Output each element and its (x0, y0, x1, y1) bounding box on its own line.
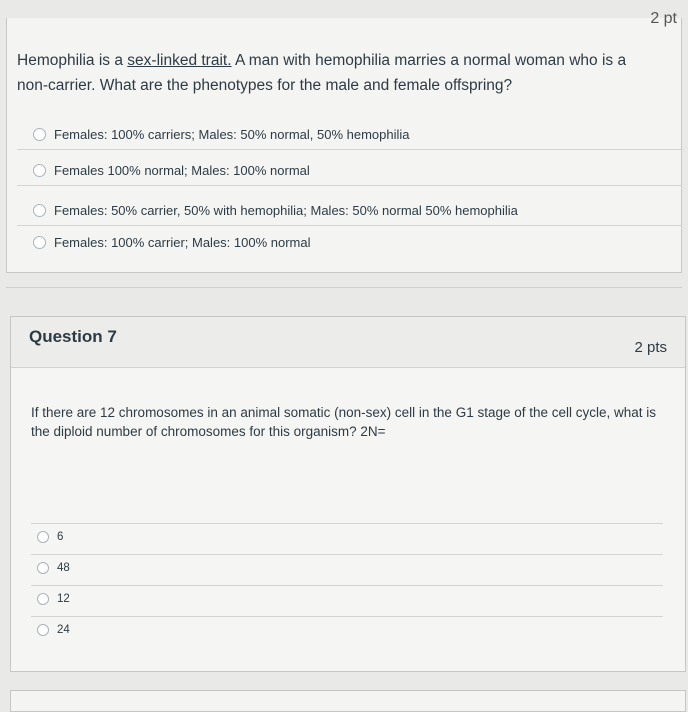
question-7-header (11, 317, 685, 368)
answer-option-3[interactable] (7, 194, 681, 226)
option-label: 12 (57, 593, 70, 605)
radio-button[interactable] (37, 624, 49, 636)
radio-button[interactable] (33, 236, 46, 249)
answer-label: Females 100% normal; Males: 100% normal (54, 162, 310, 178)
question-7-title: Question 7 (29, 327, 117, 346)
radio-button[interactable] (33, 164, 46, 177)
radio-button[interactable] (37, 531, 49, 543)
radio-button[interactable] (33, 128, 46, 141)
next-question-card (10, 690, 686, 712)
question-6-text (17, 48, 657, 98)
divider (31, 616, 663, 617)
radio-button[interactable] (33, 204, 46, 217)
divider (17, 149, 681, 150)
question-7-card (10, 316, 686, 672)
answer-label: Females: 100% carrier; Males: 100% normal (54, 234, 311, 250)
radio-button[interactable] (37, 593, 49, 605)
sex-linked-trait-link[interactable]: sex-linked trait. (127, 52, 232, 69)
answer-label: Females: 50% carrier, 50% with hemophilia; Males: 50% normal 50% hemophilia (54, 202, 518, 218)
question-6-card (6, 10, 682, 273)
option-12[interactable] (31, 585, 663, 613)
answer-option-4[interactable] (7, 226, 681, 258)
question-7-points: 2 pts (634, 339, 667, 356)
divider (31, 554, 663, 555)
answer-label: Females: 100% carriers; Males: 50% normal, 50% hemophilia (54, 126, 410, 142)
next-question-points-fragment: 2 pt (650, 10, 677, 27)
option-label: 24 (57, 624, 70, 636)
option-label: 48 (57, 562, 70, 574)
question-7-text: If there are 12 chromosomes in an animal somatic (non-sex) cell in the G1 stage of the cell cycle, what is the diploid number of chromosomes for this organism? 2N= (31, 405, 657, 439)
section-divider (6, 287, 682, 288)
answer-option-1[interactable] (7, 118, 681, 150)
divider (31, 523, 663, 524)
option-24[interactable] (31, 616, 663, 644)
option-48[interactable] (31, 554, 663, 582)
divider (31, 585, 663, 586)
answer-option-2[interactable] (7, 154, 681, 186)
divider (17, 185, 681, 186)
question-6-text-start: Hemophilia is a (17, 52, 128, 69)
radio-button[interactable] (37, 562, 49, 574)
question-6-text-end: A man with hemophilia marries a normal woman who is a non-carrier. What are the phenotypes for the male and female offspring? (17, 52, 627, 94)
option-6[interactable] (31, 523, 663, 551)
option-label: 6 (57, 531, 64, 543)
